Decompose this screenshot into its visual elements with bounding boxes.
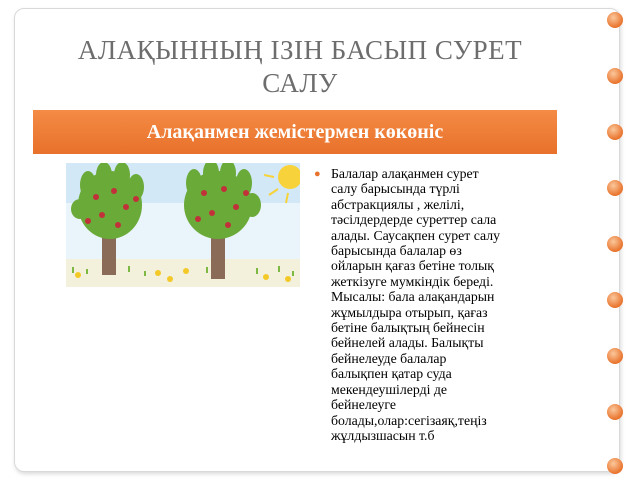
decorative-dot-icon [607, 348, 623, 364]
decorative-dot-icon [607, 458, 623, 474]
decorative-dot-icon [607, 236, 623, 252]
subtitle-banner: Алақанмен жемістермен көкөніс [33, 110, 557, 154]
slide-title [30, 34, 570, 100]
body-paragraph: Балалар алақанмен сурет салу барысында түрлі абстракциялы , желілі, тәсілдердерде суреттер сала алады. Саусақпен сурет салу барысында балалар өз ойларын қағаз бетіне толық жеткізуге мумкіндік береді. Мысалы: бала алақандарын жұмылдыра отырып, қағаз бетіне балықтың бейнесін бейнелей алады. Балықты бейнелеуде балалар балықпен қатар суда мекендеушілерді де бейнелеуге болады,олар:сегізаяқ,теңіз жұлдызшасын т.б [331, 166, 501, 443]
title-line-1: АЛАҚЫННЫҢ ІЗІН БАСЫП СУРЕТ [77, 35, 523, 65]
bullet-icon: ● [314, 168, 321, 180]
decorative-dot-icon [607, 292, 623, 308]
handprint-trees-picture [66, 163, 300, 287]
decorative-dot-icon [607, 12, 623, 28]
decorative-dot-icon [607, 124, 623, 140]
decorative-dot-icon [607, 180, 623, 196]
decorative-dot-icon [607, 404, 623, 420]
decorative-dots-column [604, 0, 626, 480]
title-line-2: САЛУ [262, 68, 338, 98]
decorative-dot-icon [607, 68, 623, 84]
